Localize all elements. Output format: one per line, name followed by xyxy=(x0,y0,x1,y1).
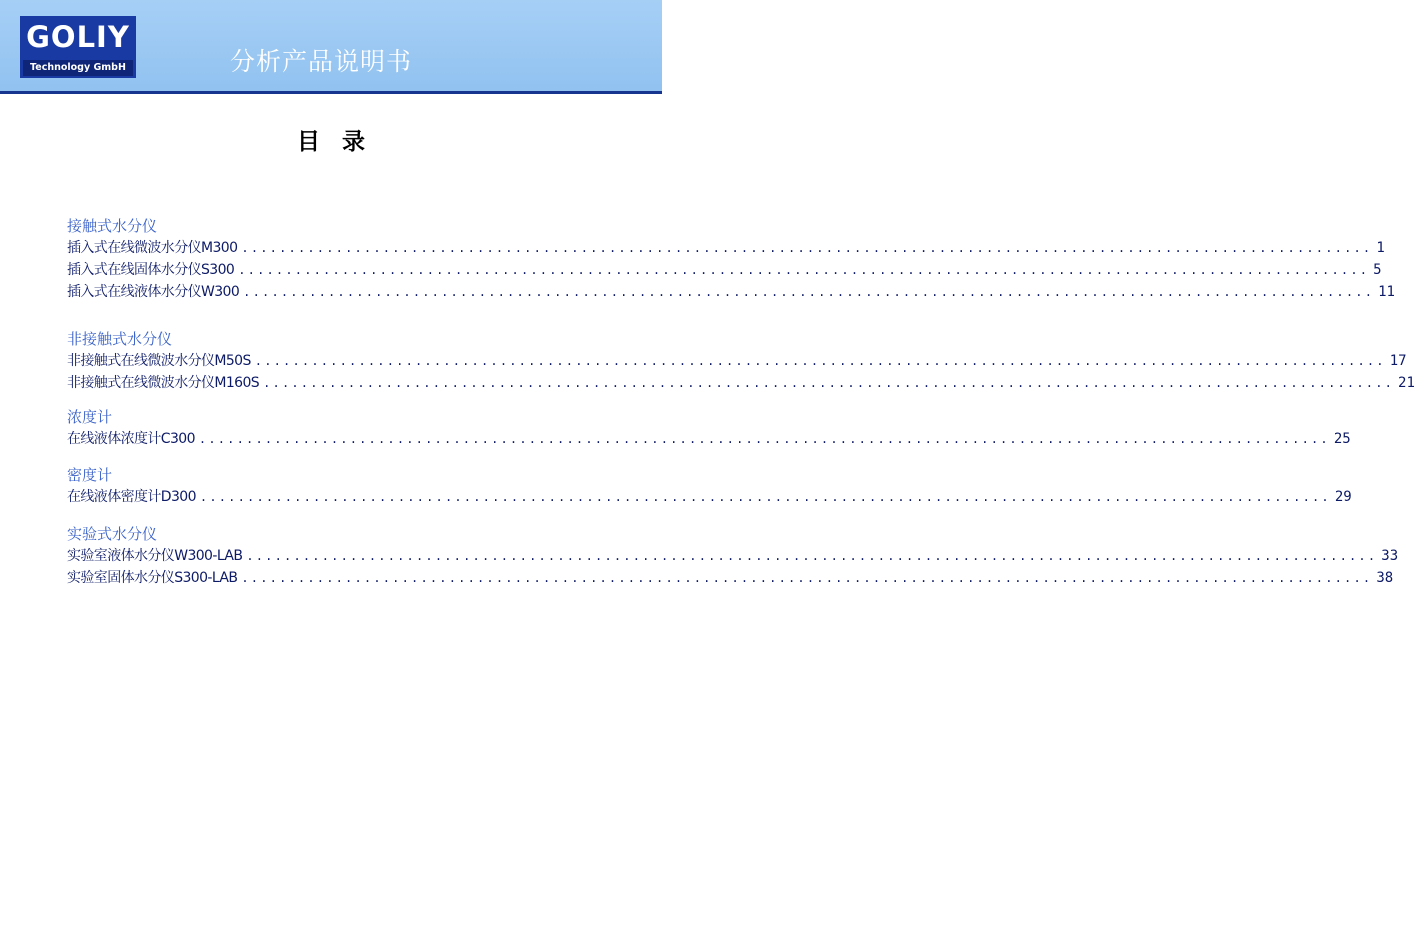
dot-leader: ........................................................................................................................ xyxy=(241,241,1373,255)
entry-title: 实验室固体水分仪S300-LAB xyxy=(67,570,238,586)
toc-entry[interactable] xyxy=(67,350,1407,372)
toc-entry[interactable] xyxy=(67,237,1385,259)
toc-entry[interactable] xyxy=(67,428,1351,450)
toc-entry[interactable] xyxy=(67,281,1395,303)
logo-wordmark: GOLIY xyxy=(26,20,130,54)
entry-page-number: 33 xyxy=(1381,548,1399,564)
entry-page-number: 1 xyxy=(1376,240,1385,256)
entry-page-number: 25 xyxy=(1333,431,1351,447)
toc-title: 目录 xyxy=(297,129,387,155)
toc-entry[interactable] xyxy=(67,545,1399,567)
entry-title: 在线液体浓度计C300 xyxy=(67,431,195,447)
dot-leader: ........................................................................................................................ xyxy=(254,354,1386,368)
section-heading: 接触式水分仪 xyxy=(67,217,158,235)
toc-section xyxy=(67,406,1351,450)
entry-title: 非接触式在线微波水分仪M160S xyxy=(67,375,260,391)
toc-section xyxy=(67,523,1399,589)
toc-entry[interactable] xyxy=(67,486,1352,508)
dot-leader: ........................................................................................................................ xyxy=(198,432,1330,446)
entry-page-number: 29 xyxy=(1334,489,1352,505)
dot-leader: ........................................................................................................................ xyxy=(263,376,1395,390)
section-heading: 浓度计 xyxy=(67,408,113,426)
entry-page-number: 21 xyxy=(1398,375,1415,391)
entry-title: 插入式在线微波水分仪M300 xyxy=(67,240,238,256)
logo-tagline: Technology GmbH xyxy=(23,60,133,76)
entry-page-number: 11 xyxy=(1378,284,1395,300)
section-heading: 非接触式水分仪 xyxy=(67,330,173,348)
entry-page-number: 5 xyxy=(1373,262,1382,278)
entry-title: 在线液体密度计D300 xyxy=(67,489,196,505)
document-title: 分析产品说明书 xyxy=(230,47,413,76)
dot-leader: ........................................................................................................................ xyxy=(243,285,1375,299)
page-header xyxy=(0,0,662,91)
toc-entry[interactable] xyxy=(67,372,1415,394)
toc-section xyxy=(67,215,1395,303)
toc-entry[interactable] xyxy=(67,259,1382,281)
entry-page-number: 17 xyxy=(1389,353,1407,369)
header-divider xyxy=(0,91,662,94)
section-heading: 密度计 xyxy=(67,466,113,484)
company-logo xyxy=(20,16,136,78)
toc-section xyxy=(67,464,1352,508)
toc-entry[interactable] xyxy=(67,567,1394,589)
entry-page-number: 38 xyxy=(1376,570,1394,586)
section-heading: 实验式水分仪 xyxy=(67,525,158,543)
dot-leader: ........................................................................................................................ xyxy=(238,263,1370,277)
entry-title: 实验室液体水分仪W300-LAB xyxy=(67,548,243,564)
dot-leader: ........................................................................................................................ xyxy=(199,490,1331,504)
dot-leader: ........................................................................................................................ xyxy=(246,549,1378,563)
entry-title: 非接触式在线微波水分仪M50S xyxy=(67,353,251,369)
entry-title: 插入式在线固体水分仪S300 xyxy=(67,262,235,278)
toc-section xyxy=(67,328,1415,394)
dot-leader: ........................................................................................................................ xyxy=(241,571,1373,585)
entry-title: 插入式在线液体水分仪W300 xyxy=(67,284,240,300)
